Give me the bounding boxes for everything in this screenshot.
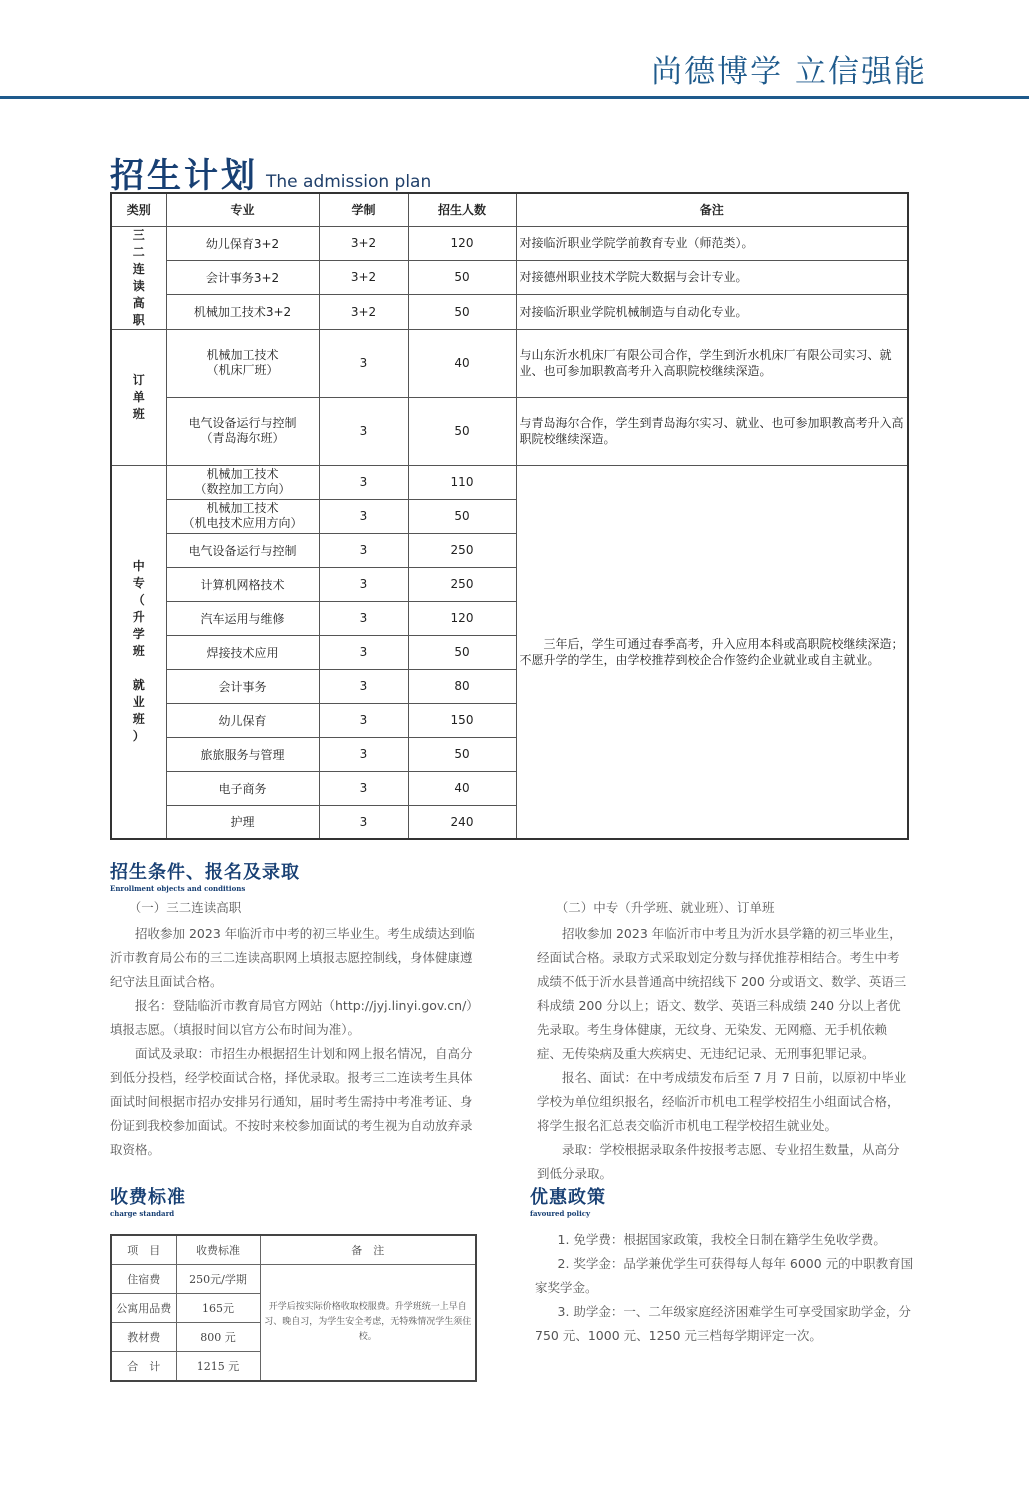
plan-title: 招生计划	[110, 156, 258, 196]
note-cell: 对接临沂职业学院机械制造与自动化专业。	[516, 295, 908, 329]
years-cell: 3	[319, 771, 408, 805]
years-cell: 3	[319, 669, 408, 703]
years-cell: 3	[319, 635, 408, 669]
policy-heading	[530, 1183, 606, 1218]
major-cell: 旅旅服务与管理	[166, 737, 319, 771]
category-label: 订 单 班	[132, 372, 145, 421]
fee-item: 教材费	[111, 1322, 176, 1351]
fee-table	[110, 1234, 477, 1382]
conditions-right-column	[537, 896, 909, 1186]
list-item: 1. 免学费：根据国家政策，我校全日制在籍学生免收学费。	[557, 1232, 886, 1247]
policy-title-en: favoured policy	[530, 1209, 591, 1218]
count-cell: 250	[408, 567, 516, 601]
count-cell: 50	[408, 260, 516, 294]
conditions-left-column	[110, 896, 482, 1162]
count-cell: 50	[408, 295, 516, 329]
major-cell: 机械加工技术3+2	[166, 295, 319, 329]
count-cell: 50	[408, 397, 516, 465]
years-cell: 3	[319, 737, 408, 771]
note-cell: 对接临沂职业学院学前教育专业（师范类）。	[516, 226, 908, 260]
list-item: 3. 助学金：一、二年级家庭经济困难学生可享受国家助学金，分 750 元、1000 元、1250 元三档每学期评定一次。	[535, 1304, 911, 1343]
table-row	[111, 226, 908, 260]
major-cell: 汽车运用与维修	[166, 601, 319, 635]
admission-plan-table	[110, 192, 909, 840]
fee-amount: 800 元	[176, 1322, 260, 1351]
subsection-title: （二）中专（升学班、就业班）、订单班	[555, 900, 775, 915]
fee-amount: 1215 元	[176, 1351, 260, 1381]
paragraph: 报名、面试：在中考成绩发布后至 7 月 7 日前，以原初中毕业学校为单位组织报名，经临沂市机电工程学校招生小组面试合格，将学生报名汇总表交临沂市机电工程学校招生就业处。	[537, 1070, 907, 1133]
count-cell: 40	[408, 329, 516, 397]
header-cell: 备注	[516, 193, 908, 226]
count-cell: 240	[408, 805, 516, 839]
policy-list	[535, 1228, 922, 1348]
header-cell: 专业	[166, 193, 319, 226]
note-cell: 与青岛海尔合作，学生到青岛海尔实习、就业、也可参加职教高考升入高职院校继续深造。	[516, 397, 908, 465]
years-cell: 3	[319, 499, 408, 533]
table-row	[111, 329, 908, 397]
fees-title: 收费标准	[110, 1187, 186, 1208]
plan-heading	[110, 148, 431, 197]
header-slogan: 尚德博学 立信强能	[651, 54, 927, 90]
plan-title-en: The admission plan	[266, 172, 432, 192]
years-cell: 3	[319, 805, 408, 839]
major-cell: 幼儿保育3+2	[166, 226, 319, 260]
count-cell: 50	[408, 499, 516, 533]
category-cell	[111, 465, 166, 839]
major-cell: 会计事务	[166, 669, 319, 703]
major-cell: 电子商务	[166, 771, 319, 805]
count-cell: 80	[408, 669, 516, 703]
table-row	[111, 465, 908, 499]
conditions-heading	[110, 858, 300, 893]
major-cell: 护理	[166, 805, 319, 839]
table-header-row	[111, 1235, 476, 1265]
table-row	[111, 295, 908, 329]
fee-note: 开学后按实际价格收取校服费。升学班统一上早自习、晚自习，为学生安全考虑，无特殊情况学生须住校。	[260, 1265, 476, 1381]
major-cell: 幼儿保育	[166, 703, 319, 737]
header-cell: 项 目	[111, 1235, 176, 1265]
fee-amount: 165元	[176, 1294, 260, 1323]
years-cell: 3	[319, 465, 408, 499]
major-cell: 机械加工技术 （机电技术应用方向）	[166, 499, 319, 533]
header-cell: 收费标准	[176, 1235, 260, 1265]
count-cell: 50	[408, 635, 516, 669]
list-item: 2. 奖学金：品学兼优学生可获得每人每年 6000 元的中职教育国家奖学金。	[535, 1256, 914, 1295]
years-cell: 3+2	[319, 226, 408, 260]
years-cell: 3	[319, 567, 408, 601]
paragraph: 录取：学校根据录取条件按报考志愿、专业招生数量，从高分到低分录取。	[537, 1142, 900, 1181]
major-cell: 电气设备运行与控制 （青岛海尔班）	[166, 397, 319, 465]
table-header-row	[111, 193, 908, 226]
category-label: 三 二 连 读 高 职	[132, 227, 145, 327]
note-cell: 三年后，学生可通过春季高考，升入应用本科或高职院校继续深造；不愿升学的学生，由学校推荐到校企合作签约企业就业或自主就业。	[516, 465, 908, 839]
years-cell: 3	[319, 601, 408, 635]
header-cell: 备 注	[260, 1235, 476, 1265]
category-cell	[111, 226, 166, 329]
count-cell: 110	[408, 465, 516, 499]
header-cell: 类别	[111, 193, 166, 226]
conditions-title: 招生条件、报名及录取	[110, 862, 300, 883]
major-cell: 会计事务3+2	[166, 260, 319, 294]
years-cell: 3+2	[319, 260, 408, 294]
count-cell: 120	[408, 601, 516, 635]
fees-heading	[110, 1183, 186, 1218]
fee-item: 住宿费	[111, 1265, 176, 1294]
major-cell: 机械加工技术 （机床厂班）	[166, 329, 319, 397]
fees-title-en: charge standard	[110, 1209, 175, 1218]
category-label: 中 专 （ 升 学 班 就 业 班 ）	[132, 559, 145, 744]
table-row	[111, 397, 908, 465]
conditions-title-en: Enrollment objects and conditions	[110, 884, 246, 893]
years-cell: 3	[319, 329, 408, 397]
major-cell: 计算机网格技术	[166, 567, 319, 601]
fee-item: 公寓用品费	[111, 1294, 176, 1323]
major-cell: 焊接技术应用	[166, 635, 319, 669]
header-cell: 学制	[319, 193, 408, 226]
paragraph: 面试及录取：市招生办根据招生计划和网上报名情况，自高分到低分投档，经学校面试合格，择优录取。报考三二连读考生具体面试时间根据市招办安排另行通知，届时考生需持中考准考证、身份证到我校参加面试。不按时来校参加面试的考生视为自动放弃录取资格。	[110, 1046, 473, 1157]
note-cell: 与山东沂水机床厂有限公司合作，学生到沂水机床厂有限公司实习、就业、也可参加职教高考升入高职院校继续深造。	[516, 329, 908, 397]
fee-item: 合 计	[111, 1351, 176, 1381]
table-row	[111, 260, 908, 294]
years-cell: 3+2	[319, 295, 408, 329]
header-cell: 招生人数	[408, 193, 516, 226]
count-cell: 120	[408, 226, 516, 260]
major-cell: 电气设备运行与控制	[166, 533, 319, 567]
header-divider	[0, 96, 1029, 99]
count-cell: 40	[408, 771, 516, 805]
count-cell: 150	[408, 703, 516, 737]
paragraph: 招收参加 2023 年临沂市中考的初三毕业生。考生成绩达到临沂市教育局公布的三二连读高职网上填报志愿控制线，身体健康遵纪守法且面试合格。	[110, 926, 475, 989]
category-cell	[111, 329, 166, 465]
note-cell: 对接德州职业技术学院大数据与会计专业。	[516, 260, 908, 294]
years-cell: 3	[319, 397, 408, 465]
major-cell: 机械加工技术 （数控加工方向）	[166, 465, 319, 499]
paragraph: 招收参加 2023 年临沂市中考且为沂水县学籍的初三毕业生，经面试合格。录取方式采取划定分数与择优推荐相结合。考生中考成绩不低于沂水县普通高中统招线下 200 分或语文、数学、英语三科成绩 200 分以上；语文、数学、英语三科成绩 240 分以上者优先录取。考生身体健康，无纹身、无染发、无网瘾、无手机依赖症、无传染病及重大疾病史、无违纪记录、无刑事犯罪记录。	[537, 926, 907, 1061]
years-cell: 3	[319, 703, 408, 737]
fee-amount: 250元/学期	[176, 1265, 260, 1294]
years-cell: 3	[319, 533, 408, 567]
subsection-title: （一）三二连读高职	[128, 900, 242, 915]
count-cell: 250	[408, 533, 516, 567]
paragraph: 报名：登陆临沂市教育局官方网站（http://jyj.linyi.gov.cn/）填报志愿。（填报时间以官方公布时间为准）。	[110, 998, 479, 1037]
policy-title: 优惠政策	[530, 1187, 606, 1208]
count-cell: 50	[408, 737, 516, 771]
table-row	[111, 1265, 476, 1294]
